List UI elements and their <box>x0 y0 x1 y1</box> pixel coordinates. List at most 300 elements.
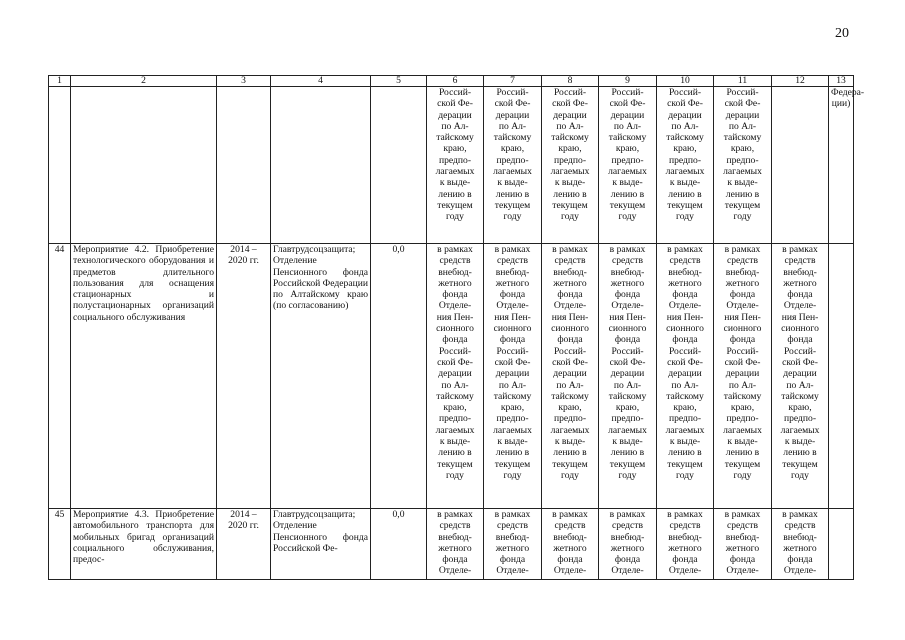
funding-line: лению в <box>438 188 472 200</box>
funding-line: предпо- <box>726 154 759 166</box>
funding-cell <box>427 244 484 509</box>
column-number-4: 4 <box>271 76 371 87</box>
funding-line: к выде- <box>554 436 586 448</box>
column-number-9: 9 <box>599 76 657 87</box>
funding-line: к выде- <box>497 436 528 448</box>
empty-cell <box>829 509 854 580</box>
period-cell <box>217 509 271 580</box>
funding-line: в рамках <box>609 244 646 255</box>
funding-line: фонда <box>672 554 698 566</box>
executor-cell: Главтрудсоцзащита; Отделение Пенсионного фонда Российской Фе- <box>271 509 371 580</box>
funding-line: текущем <box>782 458 818 470</box>
funding-line: лению в <box>725 447 760 459</box>
funding-line: к выде- <box>497 177 528 189</box>
funding-line: предпо- <box>553 413 587 425</box>
funding-line: ния Пен- <box>609 311 646 323</box>
funding-line: лению в <box>553 188 587 200</box>
funding-line: тайскому <box>666 390 704 402</box>
funding-line: в рамках <box>724 244 761 255</box>
funding-line: дерации <box>553 109 587 121</box>
funding-cell <box>772 509 829 580</box>
funding-cell <box>657 509 714 580</box>
column-number-12: 12 <box>772 76 829 87</box>
funding-line: внебюд- <box>783 531 817 543</box>
column-number-5: 5 <box>371 76 427 87</box>
funding-line: ния Пен- <box>724 311 761 323</box>
funding-line: краю, <box>730 402 755 414</box>
funding-line: средств <box>554 520 586 532</box>
funding-line: лению в <box>668 188 702 200</box>
table-row <box>49 244 854 509</box>
funding-cell <box>427 87 484 244</box>
funding-line: в рамках <box>437 509 473 520</box>
funding-line: жетного <box>725 277 760 289</box>
executor-cell: Главтрудсоцзащита; Отделение Пенсионного фонда Российской Федерации по Алтайскому краю (по согласованию) <box>271 244 371 509</box>
funding-line: по Ал- <box>613 379 642 391</box>
funding-line: фонда <box>787 289 813 301</box>
funding-line: лагаемых <box>550 166 590 178</box>
funding-line: в рамках <box>494 509 531 520</box>
funding-line: году <box>618 469 637 481</box>
funding-line: в рамках <box>494 244 531 255</box>
funding-line: лению в <box>610 447 645 459</box>
funding-line: сионного <box>781 323 819 335</box>
funding-line: внебюд- <box>495 266 530 278</box>
funding-line: предпо- <box>783 413 817 425</box>
funding-line: лагаемых <box>493 166 532 178</box>
funding-line: жетного <box>553 542 587 554</box>
funding-line: в рамках <box>552 244 588 255</box>
funding-line: внебюд- <box>438 531 472 543</box>
funding-line: в рамках <box>667 509 703 520</box>
funding-cell <box>714 509 772 580</box>
measure-name: Мероприятие 4.2. Приобретение технологического оборудования и предметов длительного пользования для оснащения стационарных и полустационарных организаций социального обслуживания <box>71 244 217 509</box>
funding-line: текущем <box>437 458 473 470</box>
funding-line: фонда <box>614 554 641 566</box>
table-row-continuation <box>49 87 854 244</box>
funding-line: тайскому <box>608 390 647 402</box>
funding-line: средств <box>611 520 644 532</box>
funding-line: Отделе- <box>553 565 587 577</box>
funding-line: фонда <box>442 289 468 301</box>
funding-line: году <box>503 469 522 481</box>
funding-line: фонда <box>614 334 641 346</box>
funding-line: к выде- <box>612 177 643 189</box>
funding-line: ской Фе- <box>667 98 703 110</box>
funding-line: внебюд- <box>610 266 645 278</box>
funding-line: к выде- <box>727 436 758 448</box>
column-number-13: 13 <box>829 76 854 87</box>
funding-line: сионного <box>608 323 647 335</box>
funding-line: тайскому <box>608 132 647 144</box>
funding-line: по Ал- <box>613 120 642 132</box>
funding-line: дерации <box>783 368 817 380</box>
funding-line: предпо- <box>438 413 472 425</box>
funding-line: краю, <box>443 143 467 155</box>
column-number-3: 3 <box>217 76 271 87</box>
funding-line: средств <box>496 520 529 532</box>
funding-line: фонда <box>729 554 756 566</box>
funding-line: дерации <box>668 368 702 380</box>
funding-line: в рамках <box>437 244 473 255</box>
funding-line: по Ал- <box>556 379 584 391</box>
funding-line: к выде- <box>554 177 586 189</box>
funding-line: фонда <box>557 554 583 566</box>
funding-line: внебюд- <box>668 531 702 543</box>
funding-line: внебюд- <box>438 266 472 278</box>
funding-line: ской Фе- <box>609 98 646 110</box>
funding-line: году <box>791 469 809 481</box>
funding-line: ской Фе- <box>552 98 588 110</box>
period-cell <box>217 244 271 509</box>
funding-line: фонда <box>442 334 468 346</box>
measures-table <box>48 75 865 580</box>
funding-line: текущем <box>494 458 531 470</box>
funding-line: в рамках <box>552 509 588 520</box>
funding-cell <box>542 244 599 509</box>
funding-line: жетного <box>553 277 587 289</box>
funding-line: лагаемых <box>550 424 590 436</box>
funding-line: тайскому <box>436 132 474 144</box>
funding-line: по Ал- <box>556 120 584 132</box>
funding-line: фонда <box>499 334 526 346</box>
funding-line: Россий- <box>553 87 587 98</box>
funding-line: по Ал- <box>728 120 757 132</box>
funding-cell <box>599 87 657 244</box>
funding-line: Россий- <box>553 345 587 357</box>
empty-cell <box>829 244 854 509</box>
funding-line: по Ал- <box>786 379 814 391</box>
funding-line: Отделе- <box>726 300 759 312</box>
funding-line: текущем <box>609 458 646 470</box>
funding-line: Россий- <box>726 345 759 357</box>
funding-line: средств <box>784 520 816 532</box>
column-number-1: 1 <box>49 76 71 87</box>
funding-line: краю, <box>558 402 582 414</box>
funding-line: сионного <box>436 323 474 335</box>
funding-line: краю, <box>500 143 525 155</box>
empty-cell <box>217 87 271 244</box>
funding-line: фонда <box>729 289 756 301</box>
funding-line: предпо- <box>668 154 702 166</box>
period-line: 2020 гг. <box>228 255 259 267</box>
funding-cell <box>657 87 714 244</box>
funding-line: дерации <box>495 368 530 380</box>
funding-line: предпо- <box>438 154 472 166</box>
funding-line: Отделе- <box>726 565 759 577</box>
funding-line: текущем <box>724 458 761 470</box>
funding-line: в рамках <box>667 244 703 255</box>
funding-line: по Ал- <box>441 120 469 132</box>
period-line: 2020 гг. <box>228 520 259 532</box>
funding-line: дерации <box>668 109 702 121</box>
measure-name: Мероприятие 4.3. Приобретение автомобильного транспорта для мобильных бригад организаций социального обслуживания, предос- <box>71 509 217 580</box>
funding-line: сионного <box>551 323 589 335</box>
funding-line: лению в <box>495 188 530 200</box>
funding-line: тайскому <box>551 132 589 144</box>
funding-line: предпо- <box>611 413 644 425</box>
funding-line: тайскому <box>551 390 589 402</box>
funding-line: средств <box>669 520 701 532</box>
funding-cell <box>599 244 657 509</box>
funding-line: году <box>503 211 522 223</box>
funding-line: фонда <box>557 289 583 301</box>
funding-line: жетного <box>610 277 645 289</box>
funding-line: сионного <box>723 323 762 335</box>
funding-line: жетного <box>610 542 645 554</box>
period-line: 2014 – <box>230 244 257 255</box>
funding-line: по Ал- <box>728 379 757 391</box>
funding-line: к выде- <box>727 177 758 189</box>
funding-line: внебюд- <box>553 531 587 543</box>
funding-line: фонда <box>442 554 468 566</box>
funding-line: краю, <box>673 402 697 414</box>
empty-cell <box>371 87 427 244</box>
funding-line: дерации <box>495 109 530 121</box>
funding-line: лению в <box>668 447 702 459</box>
funding-line: Россий- <box>438 87 472 98</box>
funding-cell <box>484 87 542 244</box>
funding-line: лению в <box>725 188 760 200</box>
funding-cell <box>714 87 772 244</box>
funding-line: краю, <box>788 402 812 414</box>
funding-line: лагаемых <box>435 424 475 436</box>
funding-line: лагаемых <box>723 166 762 178</box>
funding-line: тайскому <box>723 132 762 144</box>
funding-line: средств <box>496 255 529 267</box>
funding-line: дерации <box>438 368 472 380</box>
funding-line: краю, <box>615 143 640 155</box>
funding-cell <box>427 509 484 580</box>
funding-line: ции) <box>831 98 851 110</box>
funding-line: текущем <box>494 199 531 211</box>
funding-line: к выде- <box>784 436 816 448</box>
funding-line: текущем <box>667 199 703 211</box>
row-number: 45 <box>49 509 71 580</box>
funding-line: ской Фе- <box>552 356 588 368</box>
funding-line: средств <box>784 255 816 267</box>
funding-line: дерации <box>725 368 760 380</box>
funding-line: краю, <box>730 143 755 155</box>
column-number-8: 8 <box>542 76 599 87</box>
funding-line: к выде- <box>439 436 471 448</box>
funding-line: внебюд- <box>495 531 530 543</box>
funding-line: лению в <box>783 447 817 459</box>
funding-line: жетного <box>668 277 702 289</box>
funding-line: текущем <box>552 458 588 470</box>
funding-line: тайскому <box>493 390 532 402</box>
table-row <box>49 509 854 580</box>
empty-cell <box>49 87 71 244</box>
funding-line: ской Фе- <box>667 356 703 368</box>
funding-line: предпо- <box>668 413 702 425</box>
funding-line: краю, <box>673 143 697 155</box>
funding-line: Россий- <box>611 345 644 357</box>
funding-cell <box>772 244 829 509</box>
funding-line: фонда <box>787 334 813 346</box>
funding-line: краю, <box>558 143 582 155</box>
funding-line: дерации <box>725 109 760 121</box>
funding-line: внебюд- <box>553 266 587 278</box>
funding-line: краю, <box>615 402 640 414</box>
funding-line: году <box>733 211 752 223</box>
funding-line: средств <box>554 255 586 267</box>
funding-line: ской Фе- <box>724 356 761 368</box>
funding-line: к выде- <box>439 177 471 189</box>
column-number-10: 10 <box>657 76 714 87</box>
funding-line: жетного <box>725 542 760 554</box>
funding-line: Россий- <box>496 345 529 357</box>
funding-line: году <box>733 469 752 481</box>
funding-cell <box>484 509 542 580</box>
funding-cell <box>542 87 599 244</box>
funding-line: ния Пен- <box>494 311 531 323</box>
funding-line: дерации <box>610 109 645 121</box>
funding-line: Россий- <box>611 87 644 98</box>
column-number-11: 11 <box>714 76 772 87</box>
funding-line: предпо- <box>726 413 759 425</box>
funding-line: лению в <box>495 447 530 459</box>
funding-line: Отделе- <box>496 565 529 577</box>
funding-line: жетного <box>495 277 530 289</box>
funding-line: тайскому <box>436 390 474 402</box>
funding-line: Россий- <box>496 87 529 98</box>
funding-cell <box>657 244 714 509</box>
funding-line: предпо- <box>553 154 587 166</box>
page-number: 20 <box>835 26 849 41</box>
funding-line: ской Фе- <box>724 98 761 110</box>
amount-cell: 0,0 <box>371 244 427 509</box>
funding-line: фонда <box>787 554 813 566</box>
funding-line: жетного <box>495 542 530 554</box>
funding-line: предпо- <box>496 413 529 425</box>
amount-cell: 0,0 <box>371 509 427 580</box>
funding-line: лагаемых <box>608 166 647 178</box>
row-number: 44 <box>49 244 71 509</box>
funding-cell <box>599 509 657 580</box>
funding-line: в рамках <box>782 509 818 520</box>
funding-line: тайскому <box>781 390 819 402</box>
funding-line: лению в <box>553 447 587 459</box>
funding-line: году <box>446 469 464 481</box>
funding-cell <box>542 509 599 580</box>
funding-line: лагаемых <box>665 424 705 436</box>
funding-line: Отделе- <box>668 300 702 312</box>
funding-line: средств <box>669 255 701 267</box>
funding-line: Россий- <box>668 345 702 357</box>
funding-line: тайскому <box>723 390 762 402</box>
funding-line: сионного <box>666 323 704 335</box>
funding-line: фонда <box>499 289 526 301</box>
funding-line: дерации <box>438 109 472 121</box>
funding-line: году <box>676 211 694 223</box>
funding-line: к выде- <box>612 436 643 448</box>
funding-line: Отделе- <box>668 565 702 577</box>
funding-line: внебюд- <box>725 531 760 543</box>
empty-cell <box>772 87 829 244</box>
funding-line: краю, <box>443 402 467 414</box>
funding-line: по Ал- <box>671 120 699 132</box>
funding-line: внебюд- <box>783 266 817 278</box>
funding-line: Россий- <box>668 87 702 98</box>
funding-line: году <box>676 469 694 481</box>
funding-line: Отделе- <box>553 300 587 312</box>
funding-line: в рамках <box>609 509 646 520</box>
funding-line: жетного <box>438 542 472 554</box>
funding-line: лагаемых <box>608 424 647 436</box>
funding-line: ской Фе- <box>437 98 473 110</box>
funding-line: текущем <box>724 199 761 211</box>
funding-line: ской Фе- <box>437 356 473 368</box>
funding-line: предпо- <box>496 154 529 166</box>
funding-line: ния Пен- <box>436 311 474 323</box>
funding-line: ской Фе- <box>609 356 646 368</box>
funding-line: предпо- <box>611 154 644 166</box>
funding-line: Россий- <box>783 345 817 357</box>
funding-line: по Ал- <box>498 379 527 391</box>
funding-line: Россий- <box>726 87 759 98</box>
funding-line: Отделе- <box>438 300 472 312</box>
funding-line: тайскому <box>666 132 704 144</box>
funding-line: жетного <box>668 542 702 554</box>
funding-line: средств <box>611 255 644 267</box>
funding-line: внебюд- <box>668 266 702 278</box>
funding-line: по Ал- <box>671 379 699 391</box>
funding-line: лагаемых <box>723 424 762 436</box>
funding-line: Отделе- <box>783 565 817 577</box>
funding-line: лагаемых <box>665 166 705 178</box>
federation-note-cell <box>829 87 865 244</box>
funding-line: жетного <box>783 277 817 289</box>
column-number-6: 6 <box>427 76 484 87</box>
funding-line: жетного <box>783 542 817 554</box>
funding-line: внебюд- <box>725 266 760 278</box>
funding-line: по Ал- <box>441 379 469 391</box>
funding-line: в рамках <box>724 509 761 520</box>
funding-cell <box>714 244 772 509</box>
funding-line: году <box>561 469 579 481</box>
funding-line: фонда <box>729 334 756 346</box>
funding-line: краю, <box>500 402 525 414</box>
funding-line: году <box>618 211 637 223</box>
funding-line: Россий- <box>438 345 472 357</box>
funding-line: ской Фе- <box>494 356 531 368</box>
funding-line: Отделе- <box>783 300 817 312</box>
funding-line: в рамках <box>782 244 818 255</box>
funding-line: лению в <box>438 447 472 459</box>
funding-line: лагаемых <box>493 424 532 436</box>
funding-line: году <box>561 211 579 223</box>
funding-line: текущем <box>609 199 646 211</box>
funding-line: фонда <box>672 334 698 346</box>
funding-line: Отделе- <box>496 300 529 312</box>
column-number-7: 7 <box>484 76 542 87</box>
funding-cell <box>484 244 542 509</box>
funding-line: фонда <box>614 289 641 301</box>
funding-line: средств <box>726 520 759 532</box>
empty-cell <box>71 87 217 244</box>
funding-line: году <box>446 211 464 223</box>
funding-line: средств <box>439 255 471 267</box>
column-number-2: 2 <box>71 76 217 87</box>
empty-cell <box>271 87 371 244</box>
funding-line: ния Пен- <box>781 311 819 323</box>
funding-line: лению в <box>610 188 645 200</box>
funding-line: Отделе- <box>611 565 644 577</box>
funding-line: дерации <box>553 368 587 380</box>
funding-line: лагаемых <box>780 424 820 436</box>
funding-line: ской Фе- <box>494 98 531 110</box>
